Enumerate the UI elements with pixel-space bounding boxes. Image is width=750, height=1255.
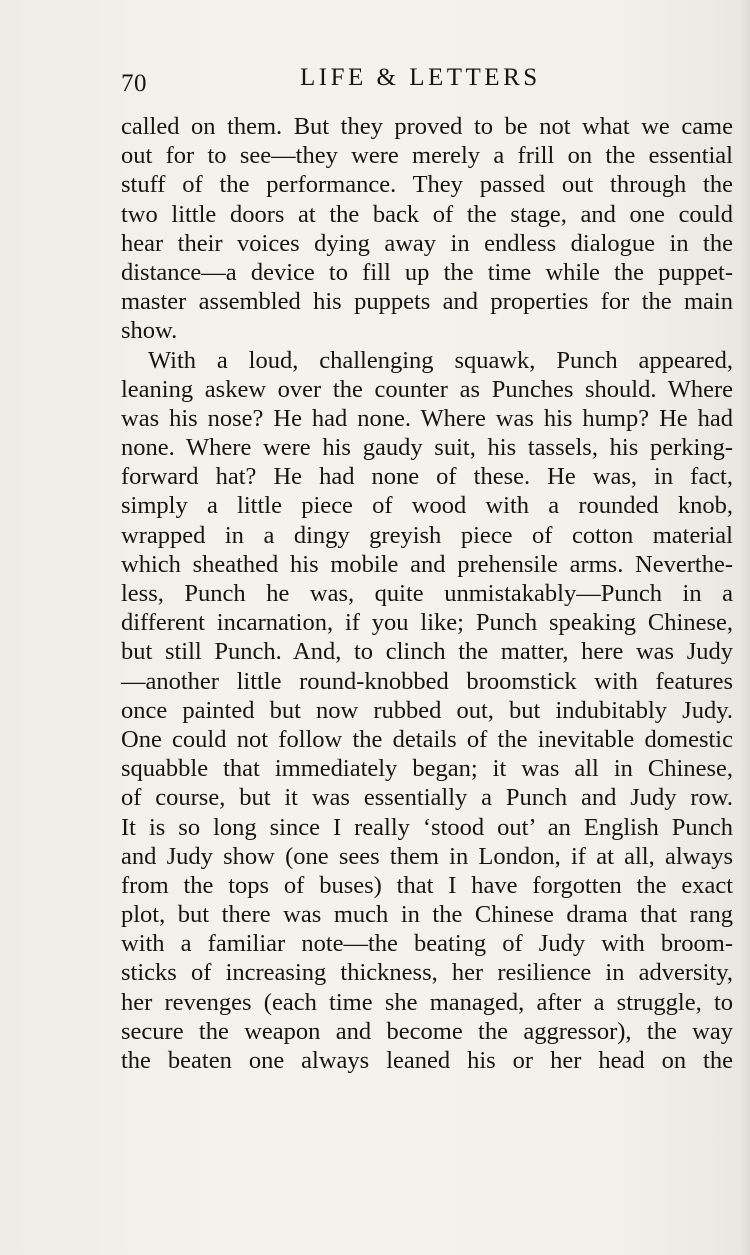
page-header <box>121 62 733 102</box>
text-line: of course, but it was essentially a Punch and Judy row. <box>121 784 733 812</box>
text-line: which sheathed his mobile and prehensile arms. Neverthe- <box>121 550 733 578</box>
text-line: the beaten one always leaned his or her head on the <box>121 1047 733 1074</box>
page-edge-shadow <box>740 0 750 1255</box>
text-line: distance—a device to fill up the time while the puppet- <box>121 258 733 286</box>
text-line: out for to see—they were merely a frill on the essential <box>121 142 733 170</box>
text-line: forward hat? He had none of these. He was, in fact, <box>121 463 733 491</box>
text-line: less, Punch he was, quite unmistakably—Punch in a <box>121 580 733 607</box>
text-line: her revenges (each time she managed, after a struggle, to <box>121 988 733 1016</box>
text-line: leaning askew over the counter as Punches should. Where <box>121 375 733 403</box>
text-line: was his nose? He had none. Where was his hump? He had <box>121 404 733 432</box>
text-line: sticks of increasing thickness, her resilience in adversity, <box>121 959 733 987</box>
text-line: secure the weapon and become the aggressor), the way <box>121 1017 733 1045</box>
text-line: with a familiar note—the beating of Judy with broom- <box>121 930 733 958</box>
text-line-paragraph-start: With a loud, challenging squawk, Punch appeared, <box>148 346 733 374</box>
text-line: stuff of the performance. They passed out through the <box>121 171 733 199</box>
text-line: once painted but now rubbed out, but indubitably Judy. <box>121 696 733 724</box>
text-line: two little doors at the back of the stage, and one could <box>121 200 733 228</box>
running-head: LIFE & LETTERS <box>300 64 541 91</box>
text-line: One could not follow the details of the inevitable domestic <box>121 725 733 753</box>
text-line: called on them. But they proved to be not what we came <box>121 113 733 140</box>
text-line: none. Where were his gaudy suit, his tassels, his perking- <box>121 434 733 462</box>
text-line: but still Punch. And, to clinch the matter, here was Judy <box>121 638 733 666</box>
text-line: —another little round-knobbed broomstick with features <box>121 667 733 695</box>
text-line: It is so long since I really ‘stood out’ an English Punch <box>121 813 733 841</box>
page-number: 70 <box>121 70 147 97</box>
text-line: from the tops of buses) that I have forgotten the exact <box>121 871 733 899</box>
text-line-paragraph-end: show. <box>121 317 178 345</box>
text-line: squabble that immediately began; it was all in Chinese, <box>121 755 733 783</box>
text-line: and Judy show (one sees them in London, if at all, always <box>121 842 733 870</box>
text-line: plot, but there was much in the Chinese drama that rang <box>121 901 733 929</box>
text-line: master assembled his puppets and properties for the main <box>121 288 733 316</box>
text-line: wrapped in a dingy greyish piece of cotton material <box>121 521 733 549</box>
text-line: different incarnation, if you like; Punch speaking Chinese, <box>121 609 733 637</box>
text-line: hear their voices dying away in endless dialogue in the <box>121 229 733 257</box>
text-line: simply a little piece of wood with a rounded knob, <box>121 492 733 520</box>
body-text <box>121 112 733 1075</box>
